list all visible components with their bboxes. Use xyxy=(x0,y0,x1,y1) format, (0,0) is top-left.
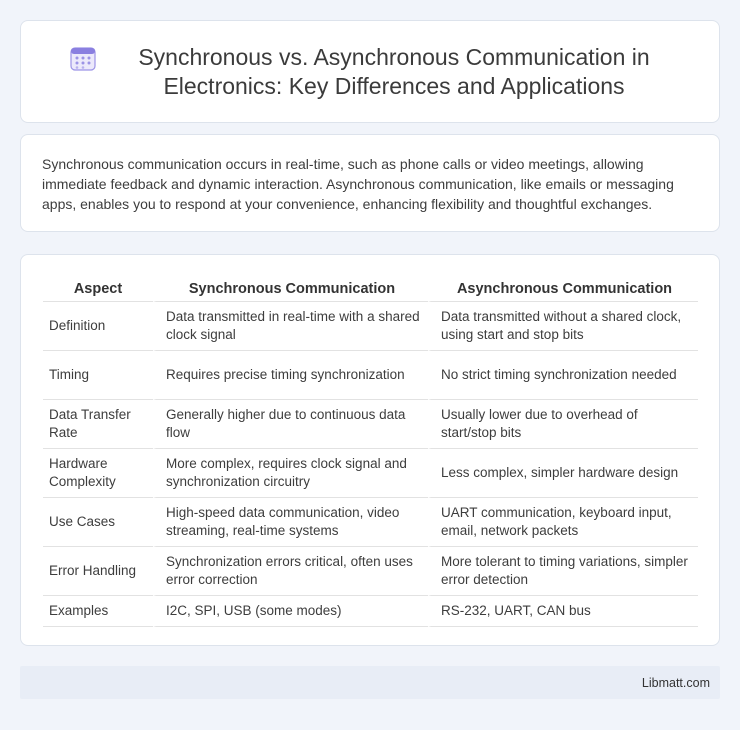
table-card xyxy=(20,254,720,646)
header-synchronous: Synchronous Communication xyxy=(153,273,428,302)
intro-card xyxy=(20,134,720,232)
intro-paragraph: Synchronous communication occurs in real-time, such as phone calls or video meetings, allowing immediate feedback and dynamic interaction. Asynchronous communication, like emails or messaging apps, enables you to respond at your convenience, enhancing flexibility and thoughtful exchanges. xyxy=(42,156,674,212)
cell-sync: I2C, SPI, USB (some modes) xyxy=(153,596,428,627)
cell-async: More tolerant to timing variations, simpler error detection xyxy=(428,547,698,596)
table-row xyxy=(43,596,698,627)
cell-aspect: Timing xyxy=(43,351,153,400)
footer xyxy=(20,666,720,699)
table-row xyxy=(43,400,698,449)
calendar-icon xyxy=(70,46,96,72)
table-row xyxy=(43,302,698,351)
table-row xyxy=(43,351,698,400)
cell-aspect: Hardware Complexity xyxy=(43,449,153,498)
title-wrap xyxy=(70,43,670,101)
cell-sync: Generally higher due to continuous data flow xyxy=(153,400,428,449)
cell-async: Data transmitted without a shared clock, using start and stop bits xyxy=(428,302,698,351)
page-title: Synchronous vs. Asynchronous Communication in Electronics: Key Differences and Applications xyxy=(138,43,650,99)
cell-aspect: Data Transfer Rate xyxy=(43,400,153,449)
title-card xyxy=(20,20,720,123)
cell-async: RS-232, UART, CAN bus xyxy=(428,596,698,627)
table-row xyxy=(43,449,698,498)
table-header-row xyxy=(43,273,698,302)
header-aspect: Aspect xyxy=(43,273,153,302)
comparison-table xyxy=(43,273,698,627)
cell-async: Usually lower due to overhead of start/stop bits xyxy=(428,400,698,449)
cell-sync: Synchronization errors critical, often uses error correction xyxy=(153,547,428,596)
table-row xyxy=(43,547,698,596)
cell-sync: More complex, requires clock signal and synchronization circuitry xyxy=(153,449,428,498)
cell-async: Less complex, simpler hardware design xyxy=(428,449,698,498)
cell-async: UART communication, keyboard input, email, network packets xyxy=(428,498,698,547)
cell-aspect: Examples xyxy=(43,596,153,627)
cell-aspect: Error Handling xyxy=(43,547,153,596)
footer-site-link[interactable]: Libmatt.com xyxy=(641,675,710,690)
cell-async: No strict timing synchronization needed xyxy=(428,351,698,400)
cell-aspect: Use Cases xyxy=(43,498,153,547)
cell-sync: High-speed data communication, video streaming, real-time systems xyxy=(153,498,428,547)
header-asynchronous: Asynchronous Communication xyxy=(428,273,698,302)
cell-aspect: Definition xyxy=(43,302,153,351)
cell-sync: Data transmitted in real-time with a shared clock signal xyxy=(153,302,428,351)
table-row xyxy=(43,498,698,547)
cell-sync: Requires precise timing synchronization xyxy=(153,351,428,400)
